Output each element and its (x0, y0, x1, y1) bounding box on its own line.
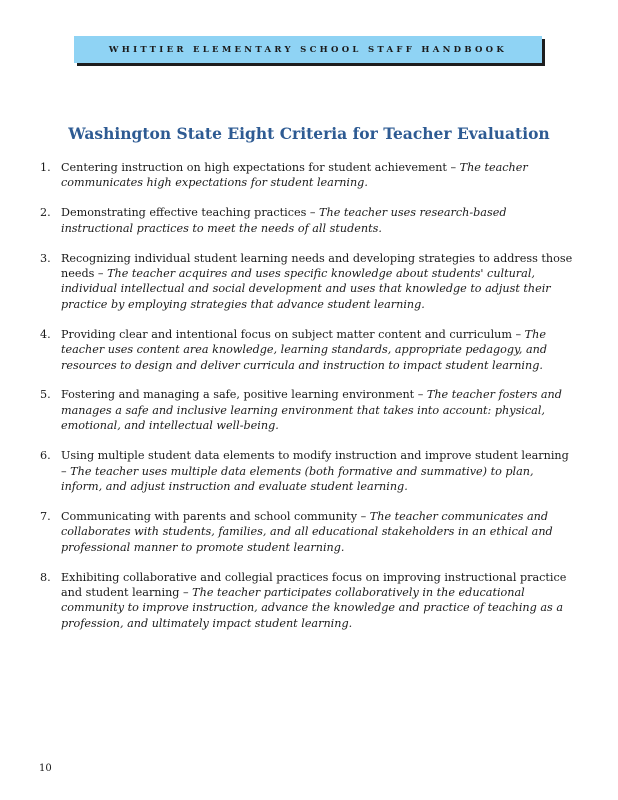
criterion-number: 5. (40, 388, 51, 402)
page-number: 10 (39, 763, 52, 774)
criterion-number: 6. (40, 449, 51, 463)
criterion-number: 3. (40, 251, 51, 265)
criterion-heading: Centering instruction on high expectations for student achievement – (61, 161, 460, 174)
criteria-list (40, 160, 574, 646)
criterion-number: 8. (40, 570, 51, 584)
criterion-number: 1. (40, 161, 51, 174)
criterion-description: The teacher communicates and collaborates with students, families, and all educational stakeholders in an ethical and professional manner to promote student learning. (61, 509, 553, 554)
page-title: Washington State Eight Criteria for Teacher Evaluation (68, 124, 550, 143)
criterion-description: The teacher communicates high expectations for student learning. (61, 161, 528, 190)
criterion-description: The teacher fosters and manages a safe and inclusive learning environment that takes into account: physical, emotional, and intellectual well-being. (61, 388, 562, 433)
criterion-heading: Using multiple student data elements to modify instruction and improve student learning – (61, 449, 569, 478)
handbook-header-band (74, 36, 542, 63)
criterion-item-5 (40, 387, 574, 433)
criterion-item-6 (40, 448, 574, 494)
criterion-item-8 (40, 570, 574, 632)
criterion-item-7 (40, 509, 574, 555)
criterion-description: The teacher uses multiple data elements (both formative and summative) to plan, inform, and adjust instruction and evaluate student learning. (61, 464, 534, 493)
criterion-description: The teacher uses research-based instructional practices to meet the needs of all students. (61, 206, 507, 235)
criterion-number: 4. (40, 327, 51, 341)
criterion-heading: Communicating with parents and school community – (61, 509, 370, 523)
criterion-item-1 (40, 160, 574, 191)
criterion-heading: Fostering and managing a safe, positive learning environment – (61, 388, 427, 402)
criterion-item-2 (40, 205, 574, 236)
criterion-description: The teacher participates collaboratively in the educational community to improve instruction, advance the knowledge and practice of teaching as a profession, and ultimately impact student learning. (61, 586, 563, 630)
criterion-heading: Recognizing individual student learning needs and developing strategies to address those needs – (61, 251, 573, 281)
handbook-header-text: WHITTIER ELEMENTARY SCHOOL STAFF HANDBOOK (108, 44, 508, 55)
criterion-item-4 (40, 327, 574, 373)
criterion-description: The teacher uses content area knowledge, learning standards, appropriate pedagogy, and resources to design and deliver curricula and instruction to impact student learning. (61, 327, 548, 372)
criterion-number: 7. (40, 509, 51, 523)
criterion-number: 2. (40, 206, 51, 220)
criterion-heading: Providing clear and intentional focus on subject matter content and curriculum – (61, 327, 525, 341)
criterion-item-3 (40, 251, 574, 313)
criterion-description: The teacher acquires and uses specific knowledge about students' cultural, individual intellectual and social development and uses that knowledge to adjust their practice by employing strategies that advance student learning. (61, 267, 551, 311)
criterion-heading: Exhibiting collaborative and collegial practices focus on improving instructional practice and student learning – (61, 570, 567, 600)
criterion-heading: Demonstrating effective teaching practices – (61, 206, 320, 220)
